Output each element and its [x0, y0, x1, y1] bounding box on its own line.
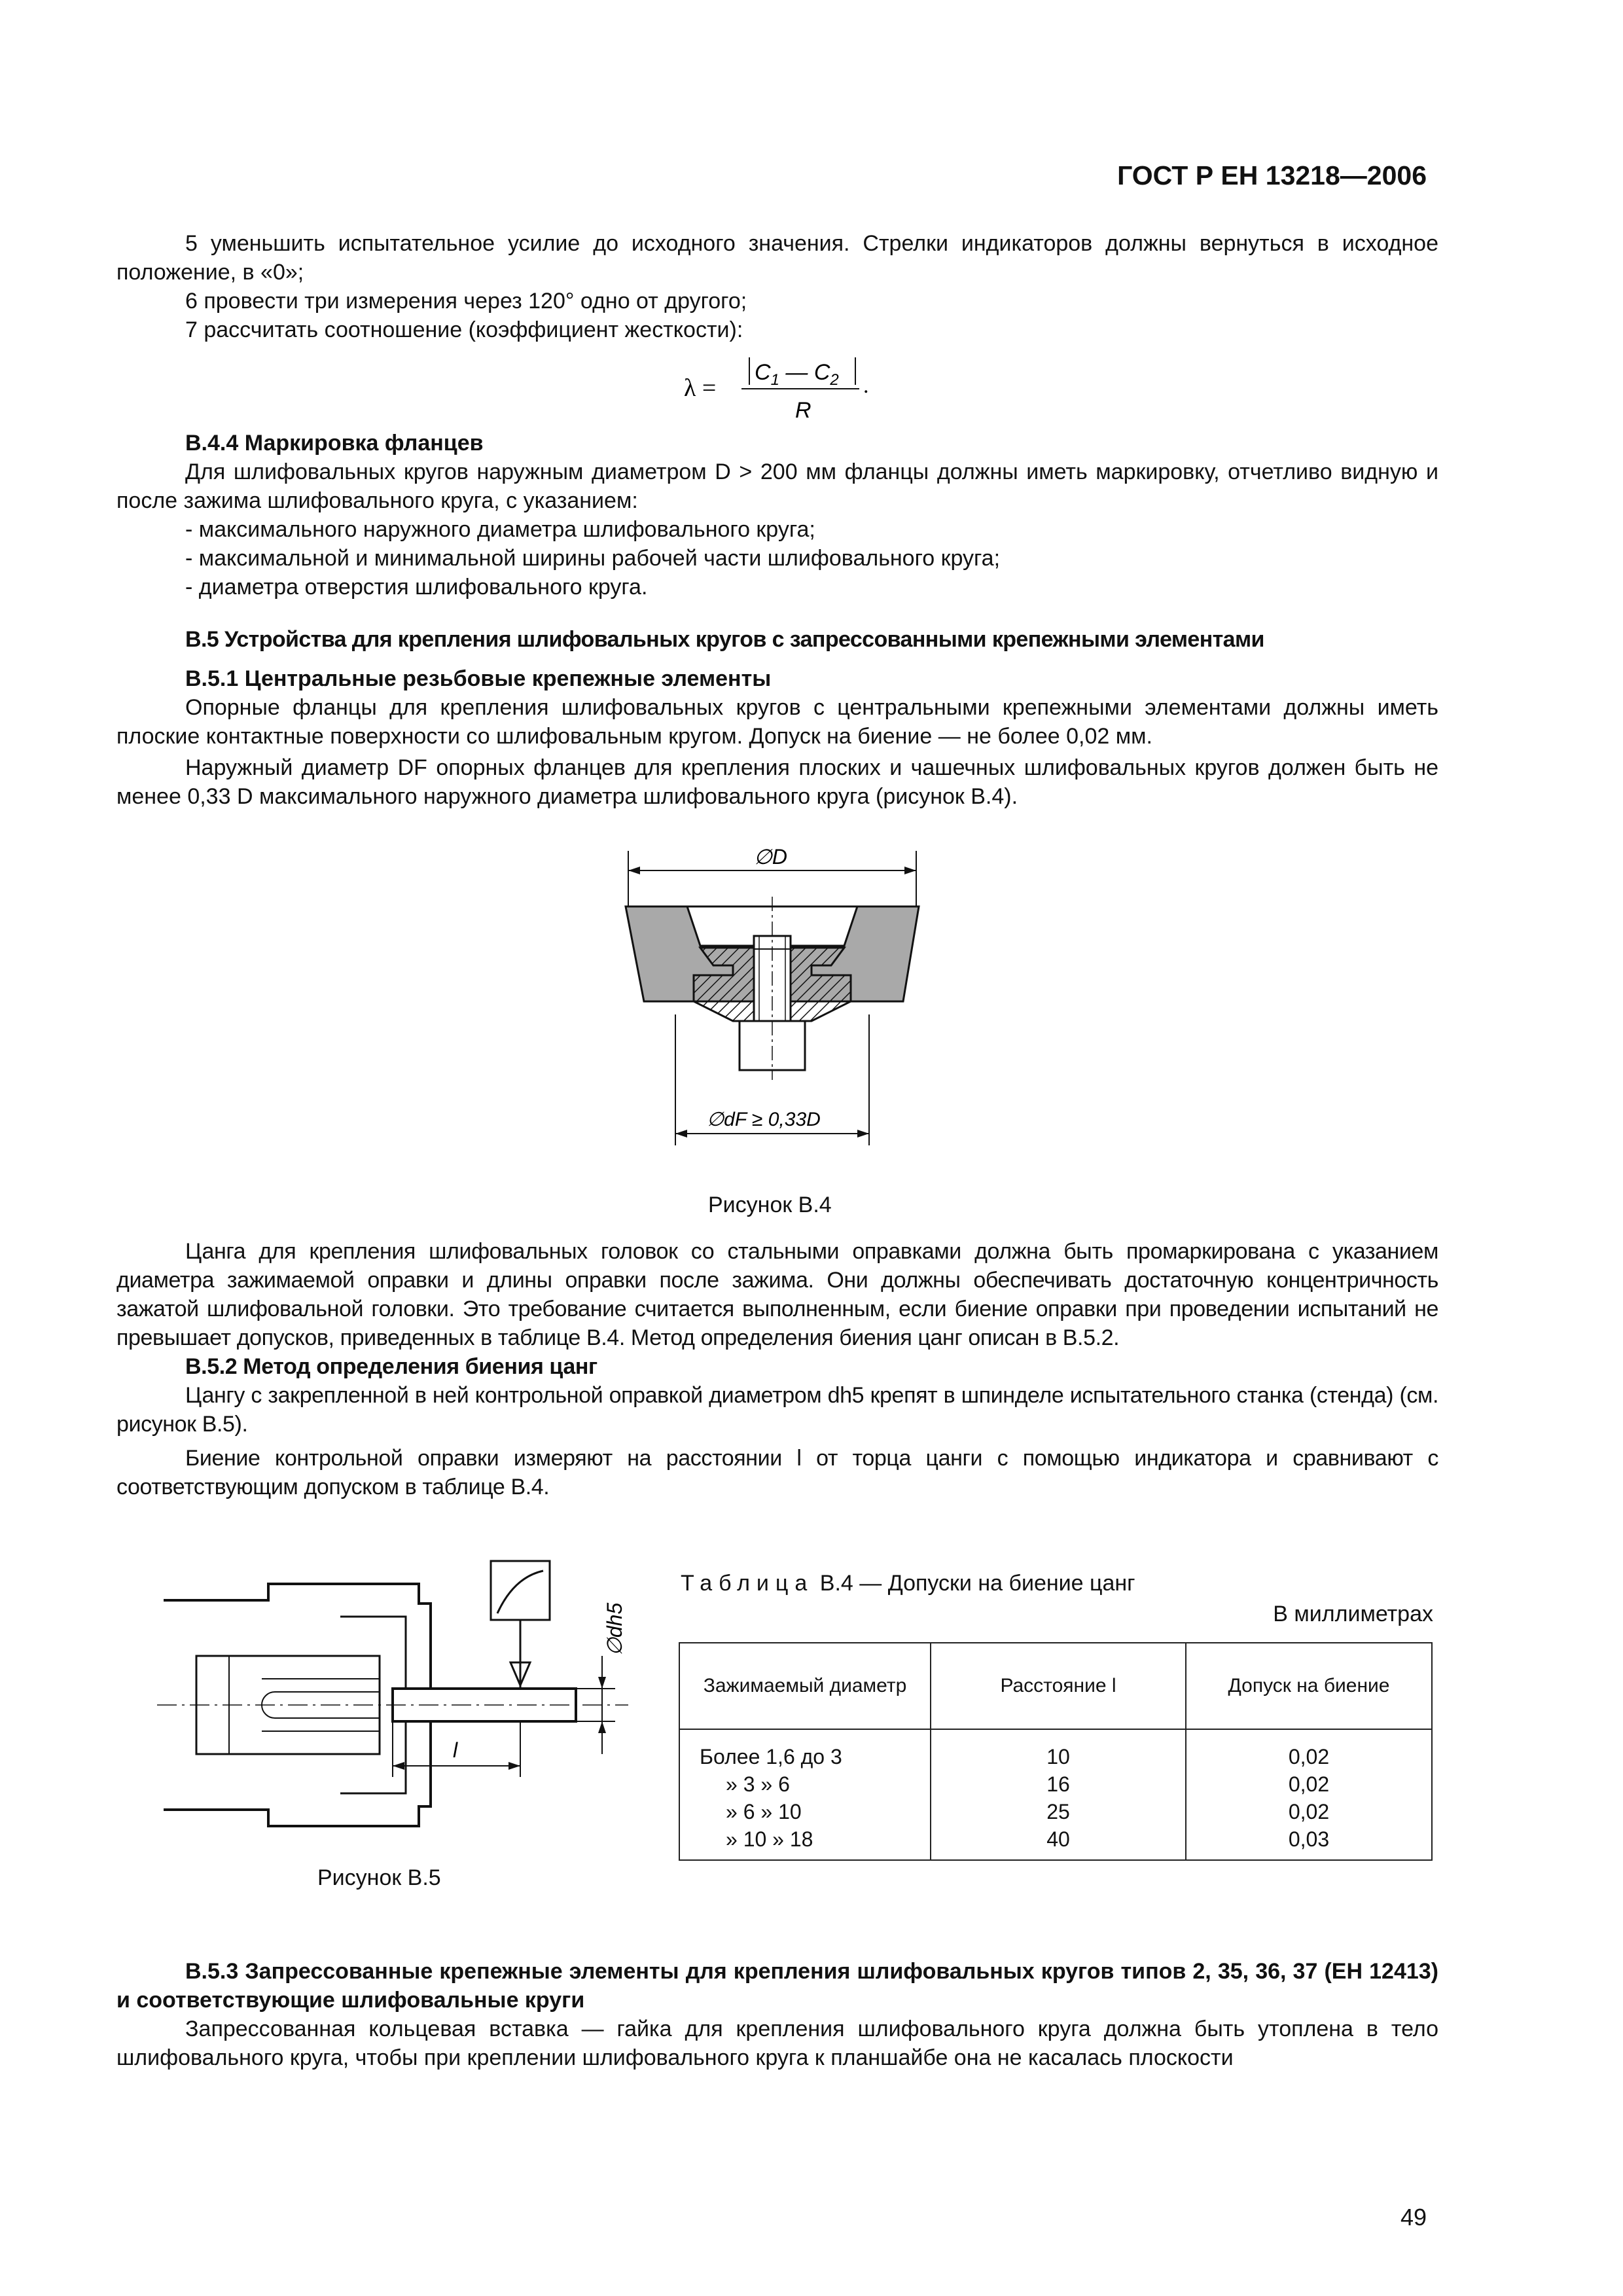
formula-tail: . [863, 374, 869, 398]
b51-paragraph-1: Опорные фланцы для крепления шлифовальных кругов с центральными крепежными элементами должны иметь плоские контактные поверхности со шлифовальным кругом. Допуск на биение — не более 0,02 мм. [116, 695, 1438, 749]
header-diameter: Зажимаемый диаметр [679, 1643, 931, 1729]
b51-paragraph-2: Наружный диаметр DF опорных фланцев для крепления плоских и чашечных шлифовальных кругов должен быть не менее 0,33 D максимального наружного диаметра шлифовального круга (рисунок В.4). [116, 755, 1438, 809]
steps-block [116, 229, 1438, 344]
header-distance: Расстояние l [931, 1643, 1186, 1729]
figure-b4-drawing [615, 838, 929, 1145]
step-5: 5 уменьшить испытательное усилие до исходного значения. Стрелки индикаторов должны вернуться в исходное положение, в «0»; [116, 231, 1438, 285]
cell-distance: 10 [1046, 1745, 1070, 1768]
figure-b5-drawing [157, 1558, 628, 1852]
heading-b44: В.4.4 Маркировка фланцев [185, 431, 484, 456]
cell-tolerance: 0,02 [1288, 1772, 1330, 1796]
cell-diameter: » 10 » 18 [726, 1827, 813, 1851]
collet-paragraph: Цанга для крепления шлифовальных головок со стальными оправками должна быть промаркирована с указанием диаметра зажимаемой оправки и длины оправки после зажима. Они должны обеспечивать достаточную концентричность зажатой шлифовальной головки. Это требование считается выполненным, если биение оправки при проведении испытаний не превышает допусков, приведенных в таблице В.4. Метод определения биения цанг описан в В.5.2. [116, 1239, 1438, 1350]
b52-paragraph-1: Цангу с закрепленной в ней контрольной оправкой диаметром dh5 крепят в шпинделе испытательного станка (стенда) (см. рисунок В.5). [116, 1383, 1438, 1437]
cell-tolerance: 0,03 [1288, 1827, 1330, 1851]
table-caption-label: Таблица [681, 1571, 814, 1596]
section-b52 [116, 1237, 1438, 1501]
formula-lhs: λ = [684, 374, 717, 402]
step-6: 6 провести три измерения через 120° одно от другого; [185, 289, 747, 314]
cell-diameter: » 6 » 10 [726, 1800, 802, 1823]
step-7: 7 рассчитать соотношение (коэффициент жесткости): [185, 317, 743, 342]
table-header-row [679, 1643, 1432, 1729]
heading-b5: В.5 Устройства для крепления шлифовальных кругов с запрессованными крепежными элементами [185, 627, 1264, 652]
table-units: В миллиметрах [1273, 1602, 1433, 1626]
b44-intro: Для шлифовальных кругов наружным диаметром D > 200 мм фланцы должны иметь маркировку, отчетливо видную и после зажима шлифовального круга, с указанием: [116, 459, 1438, 513]
section-b5 [116, 625, 1438, 811]
cell-tolerance: 0,02 [1288, 1745, 1330, 1768]
svg-text:C1 — C2: $C_1$ — $C_2$ [755, 360, 839, 389]
label-diameter-D: ∅D [754, 845, 787, 869]
cell-distance: 40 [1046, 1827, 1070, 1851]
cell-diameter: Более 1,6 до 3 [700, 1745, 842, 1768]
label-diameter-dF: ∅dF ≥ 0,33D [707, 1109, 821, 1130]
b53-paragraph-1: Запрессованная кольцевая вставка — гайка для крепления шлифовального круга должна быть утоплена в тело шлифовального круга, чтобы при креплении шлифовального круга к планшайбе она не касалась плоскости [116, 2017, 1438, 2070]
figure-b5-caption: Рисунок В.5 [317, 1865, 441, 1890]
cell-distance: 16 [1046, 1772, 1070, 1796]
document-header: ГОСТ Р ЕН 13218—2006 [1117, 160, 1427, 190]
page-number: 49 [1400, 2204, 1427, 2231]
b44-item-1: - максимального наружного диаметра шлифовального круга; [185, 517, 815, 542]
b52-paragraph-2: Биение контрольной оправки измеряют на расстоянии l от торца цанги с помощью индикатора и сравнивают с соответствующим допуском в таблице В.4. [116, 1446, 1438, 1499]
stiffness-formula [684, 352, 874, 430]
figure-b4-caption: Рисунок В.4 [708, 1193, 832, 1217]
table-b4-caption [681, 1571, 1135, 1596]
table-caption-title: В.4 — Допуски на биение цанг [819, 1571, 1135, 1596]
heading-b52: В.5.2 Метод определения биения цанг [185, 1354, 597, 1379]
section-b44 [116, 429, 1438, 601]
table-row [679, 1729, 1432, 1860]
cell-tolerance: 0,02 [1288, 1800, 1330, 1823]
header-tolerance: Допуск на биение [1186, 1643, 1432, 1729]
label-l: l [453, 1738, 458, 1762]
section-b53 [116, 1957, 1438, 2072]
heading-b53: В.5.3 Запрессованные крепежные элементы для крепления шлифовальных кругов типов 2, 35, 36, 37 (ЕН 12413) и соответствующие шлифовальные круги [116, 1959, 1438, 2013]
label-dh5: ∅dh5 [603, 1602, 626, 1656]
formula-denominator: R [795, 398, 812, 423]
b44-item-2: - максимальной и минимальной ширины рабочей части шлифовального круга; [185, 546, 1001, 571]
heading-b51: В.5.1 Центральные резьбовые крепежные элементы [185, 666, 772, 691]
b44-item-3: - диаметра отверстия шлифовального круга. [185, 575, 648, 600]
cell-distance: 25 [1046, 1800, 1070, 1823]
table-b4 [679, 1642, 1433, 1861]
cell-diameter: » 3 » 6 [726, 1772, 790, 1796]
